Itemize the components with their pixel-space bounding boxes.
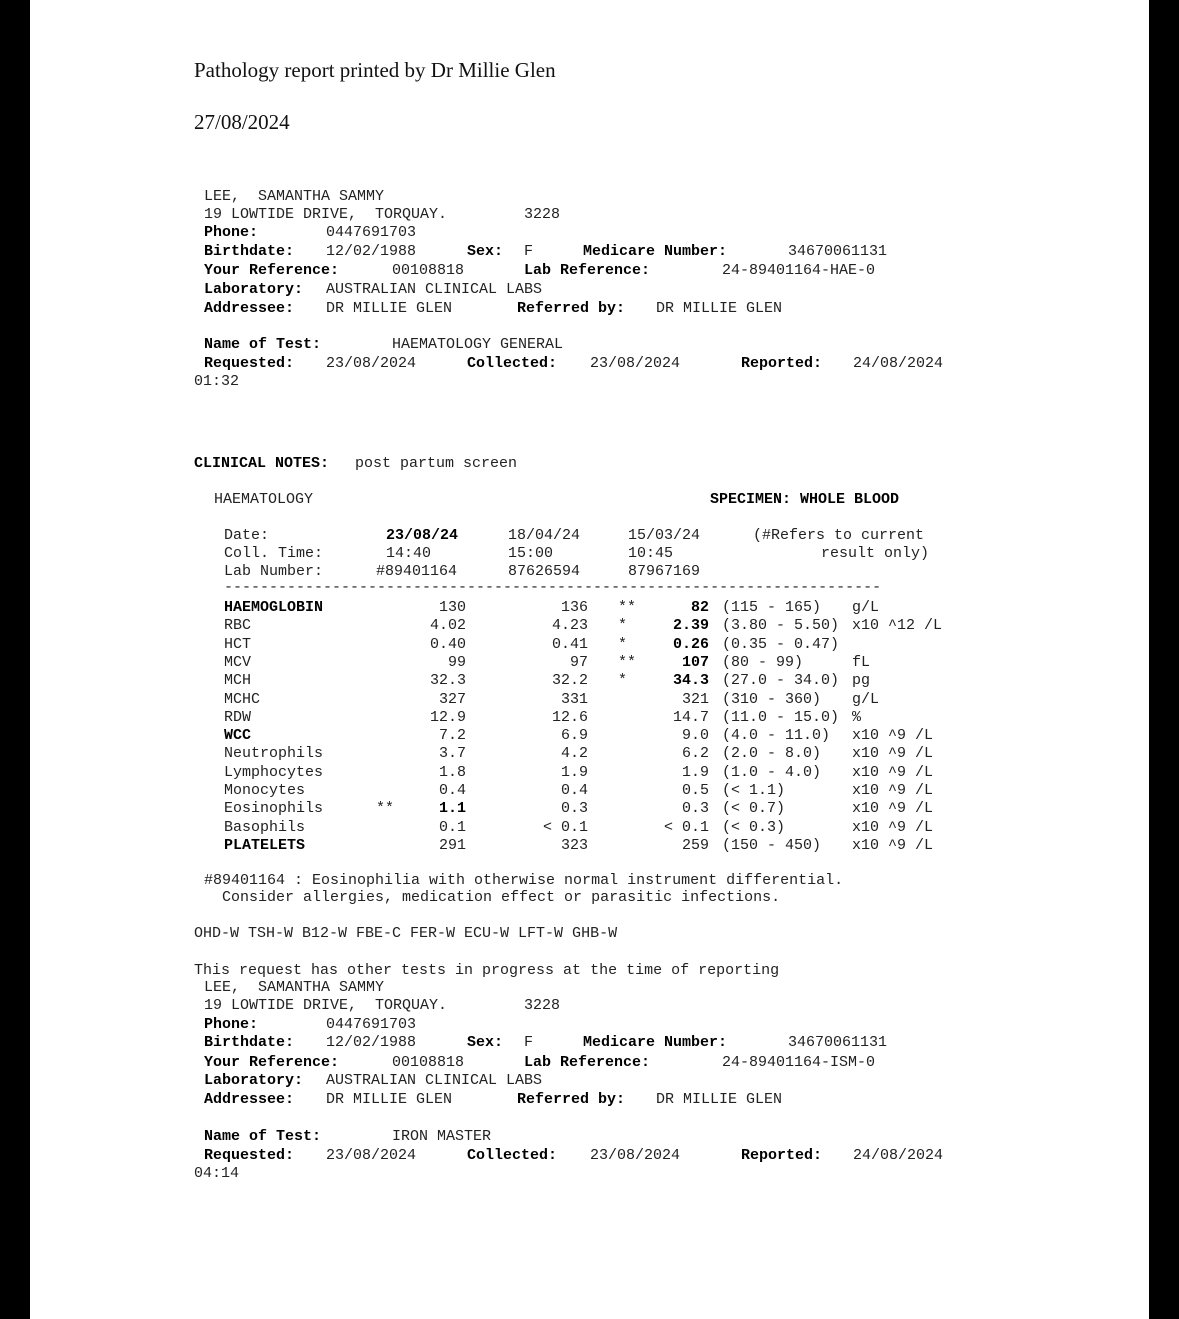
cell-range: (1.0 - 4.0) <box>722 764 822 781</box>
current-result-note-2: result only) <box>821 545 930 562</box>
phone-value: 0447691703 <box>326 224 417 241</box>
cell-v2: 136 <box>560 599 588 616</box>
cell-v3: 1.9 <box>681 764 709 781</box>
cell-flag3: * <box>618 636 628 653</box>
birthdate-label: Birthdate: <box>204 1034 295 1051</box>
collected-label: Collected: <box>467 1147 558 1164</box>
cell-flag3: * <box>618 617 628 634</box>
report-title: Pathology report printed by Dr Millie Glen <box>194 58 556 82</box>
cell-range: (150 - 450) <box>722 837 822 854</box>
cell-name: PLATELETS <box>224 837 306 854</box>
reported-label: Reported: <box>741 1147 823 1164</box>
phone-label: Phone: <box>204 224 259 241</box>
patient-address: 19 LOWTIDE DRIVE, TORQUAY. <box>204 997 448 1014</box>
cell-v1: 3.7 <box>438 745 466 762</box>
lab-reference-label: Lab Reference: <box>524 262 651 279</box>
phone-label: Phone: <box>204 1016 259 1033</box>
cell-range: (4.0 - 11.0) <box>722 727 831 744</box>
referred-by-value: DR MILLIE GLEN <box>656 1091 783 1108</box>
addressee-value: DR MILLIE GLEN <box>326 1091 453 1108</box>
cell-name: MCH <box>224 672 252 689</box>
cell-v1: 99 <box>447 654 466 671</box>
requested-label: Requested: <box>204 1147 295 1164</box>
current-result-note: (#Refers to current <box>753 527 925 544</box>
cell-range: (27.0 - 34.0) <box>722 672 840 689</box>
cell-name: Basophils <box>224 819 306 836</box>
column-date-current: 23/08/24 <box>386 527 459 544</box>
cell-unit: x10 ^9 /L <box>852 745 934 762</box>
reported-label: Reported: <box>741 355 823 372</box>
cell-unit: % <box>852 709 862 726</box>
cell-range: (80 - 99) <box>722 654 804 671</box>
cell-v2: 32.2 <box>551 672 588 689</box>
cell-range: (310 - 360) <box>722 691 822 708</box>
table-divider: ------------------------------------------------------------------------- <box>224 579 882 596</box>
cell-v2: 97 <box>569 654 588 671</box>
cell-v3: 321 <box>681 691 709 708</box>
cell-v1: 4.02 <box>429 617 466 634</box>
your-reference-label: Your Reference: <box>204 262 340 279</box>
medicare-label: Medicare Number: <box>583 1034 728 1051</box>
test-name-label: Name of Test: <box>204 336 322 353</box>
cell-v1: 130 <box>438 599 466 616</box>
laboratory-label: Laboratory: <box>204 1072 304 1089</box>
sex-label: Sex: <box>467 1034 504 1051</box>
cell-unit: g/L <box>852 599 880 616</box>
cell-v3: 0.26 <box>672 636 709 653</box>
birthdate-label: Birthdate: <box>204 243 295 260</box>
addressee-value: DR MILLIE GLEN <box>326 300 453 317</box>
medicare-value: 34670061131 <box>788 1034 888 1051</box>
cell-unit: g/L <box>852 691 880 708</box>
cell-range: (2.0 - 8.0) <box>722 745 822 762</box>
cell-v3: 0.5 <box>681 782 709 799</box>
column-date-prev1: 18/04/24 <box>508 527 581 544</box>
laboratory-value: AUSTRALIAN CLINICAL LABS <box>326 1072 543 1089</box>
cell-v2: 4.23 <box>551 617 588 634</box>
birthdate-value: 12/02/1988 <box>326 243 417 260</box>
cell-v1: 0.4 <box>438 782 466 799</box>
cell-name: RDW <box>224 709 252 726</box>
cell-v3: 107 <box>681 654 709 671</box>
cell-unit: x10 ^9 /L <box>852 764 934 781</box>
sex-label: Sex: <box>467 243 504 260</box>
cell-v3: 259 <box>681 837 709 854</box>
specimen-label: SPECIMEN: WHOLE BLOOD <box>710 491 900 508</box>
cell-name: MCHC <box>224 691 261 708</box>
cell-unit: pg <box>852 672 871 689</box>
cell-range: (< 0.7) <box>722 800 786 817</box>
sex-value: F <box>524 1034 534 1051</box>
test-name-value: HAEMATOLOGY GENERAL <box>392 336 564 353</box>
patient-postcode: 3228 <box>524 997 561 1014</box>
cell-name: MCV <box>224 654 252 671</box>
cell-v3: 82 <box>690 599 709 616</box>
cell-v3: 9.0 <box>681 727 709 744</box>
cell-range: (0.35 - 0.47) <box>722 636 840 653</box>
lab-number-row-label: Lab Number: <box>224 563 324 580</box>
print-date: 27/08/2024 <box>194 110 290 134</box>
cell-unit: x10 ^9 /L <box>852 800 934 817</box>
cell-v2: < 0.1 <box>542 819 588 836</box>
laboratory-label: Laboratory: <box>204 281 304 298</box>
cell-range: (11.0 - 15.0) <box>722 709 840 726</box>
collected-label: Collected: <box>467 355 558 372</box>
cell-v1: 0.40 <box>429 636 466 653</box>
phone-value: 0447691703 <box>326 1016 417 1033</box>
cell-v1: 327 <box>438 691 466 708</box>
column-time-prev2: 10:45 <box>628 545 674 562</box>
your-reference-label: Your Reference: <box>204 1054 340 1071</box>
column-time-current: 14:40 <box>386 545 432 562</box>
cell-v1: 32.3 <box>429 672 466 689</box>
lab-reference-value: 24-89401164-ISM-0 <box>722 1054 876 1071</box>
cell-range: (115 - 165) <box>722 599 822 616</box>
cell-range: (< 1.1) <box>722 782 786 799</box>
cell-flag1: ** <box>376 800 395 817</box>
cell-v2: 12.6 <box>551 709 588 726</box>
cell-v1: 7.2 <box>438 727 466 744</box>
result-comment-1: #89401164 : Eosinophilia with otherwise normal instrument differential. <box>204 872 844 889</box>
cell-v3: < 0.1 <box>663 819 709 836</box>
cell-v1: 0.1 <box>438 819 466 836</box>
referred-by-value: DR MILLIE GLEN <box>656 300 783 317</box>
cell-v1: 12.9 <box>429 709 466 726</box>
birthdate-value: 12/02/1988 <box>326 1034 417 1051</box>
addressee-label: Addressee: <box>204 300 295 317</box>
cell-v3: 34.3 <box>672 672 709 689</box>
cell-v3: 0.3 <box>681 800 709 817</box>
cell-flag3: ** <box>618 654 637 671</box>
cell-name: Lymphocytes <box>224 764 324 781</box>
patient-postcode: 3228 <box>524 206 561 223</box>
cell-v2: 323 <box>560 837 588 854</box>
your-reference-value: 00108818 <box>392 1054 465 1071</box>
clinical-notes-label: CLINICAL NOTES: <box>194 455 330 472</box>
column-lab-number-prev1: 87626594 <box>508 563 581 580</box>
test-codes: OHD-W TSH-W B12-W FBE-C FER-W ECU-W LFT-W GHB-W <box>194 925 618 942</box>
report-time: 04:14 <box>194 1165 240 1182</box>
test-name-label: Name of Test: <box>204 1128 322 1145</box>
lab-reference-label: Lab Reference: <box>524 1054 651 1071</box>
result-comment-2: Consider allergies, medication effect or parasitic infections. <box>204 889 781 906</box>
cell-name: Neutrophils <box>224 745 324 762</box>
in-progress-note: This request has other tests in progress at the time of reporting <box>194 962 780 979</box>
cell-range: (3.80 - 5.50) <box>722 617 840 634</box>
cell-name: WCC <box>224 727 252 744</box>
patient-name: LEE, SAMANTHA SAMMY <box>204 188 385 205</box>
your-reference-value: 00108818 <box>392 262 465 279</box>
cell-name: Eosinophils <box>224 800 324 817</box>
referred-by-label: Referred by: <box>517 1091 626 1108</box>
cell-unit: x10 ^12 /L <box>852 617 943 634</box>
column-lab-number-prev2: 87967169 <box>628 563 701 580</box>
laboratory-value: AUSTRALIAN CLINICAL LABS <box>326 281 543 298</box>
cell-v2: 0.4 <box>560 782 588 799</box>
cell-flag3: ** <box>618 599 637 616</box>
cell-v1: 291 <box>438 837 466 854</box>
time-row-label: Coll. Time: <box>224 545 324 562</box>
column-lab-number-current: #89401164 <box>376 563 458 580</box>
reported-value: 24/08/2024 <box>853 1147 944 1164</box>
medicare-value: 34670061131 <box>788 243 888 260</box>
medicare-label: Medicare Number: <box>583 243 728 260</box>
requested-label: Requested: <box>204 355 295 372</box>
patient-name: LEE, SAMANTHA SAMMY <box>204 979 385 996</box>
cell-v3: 2.39 <box>672 617 709 634</box>
cell-v2: 0.41 <box>551 636 588 653</box>
cell-flag3: * <box>618 672 628 689</box>
cell-unit: fL <box>852 654 871 671</box>
cell-name: Monocytes <box>224 782 306 799</box>
column-time-prev1: 15:00 <box>508 545 554 562</box>
cell-v3: 14.7 <box>672 709 709 726</box>
lab-reference-value: 24-89401164-HAE-0 <box>722 262 876 279</box>
requested-value: 23/08/2024 <box>326 1147 417 1164</box>
section-label: HAEMATOLOGY <box>214 491 314 508</box>
clinical-notes-value: post partum screen <box>355 455 518 472</box>
date-row-label: Date: <box>224 527 270 544</box>
cell-v2: 1.9 <box>560 764 588 781</box>
cell-v3: 6.2 <box>681 745 709 762</box>
patient-address: 19 LOWTIDE DRIVE, TORQUAY. <box>204 206 448 223</box>
cell-unit: x10 ^9 /L <box>852 727 934 744</box>
cell-name: RBC <box>224 617 252 634</box>
collected-value: 23/08/2024 <box>590 355 681 372</box>
reported-value: 24/08/2024 <box>853 355 944 372</box>
cell-v2: 6.9 <box>560 727 588 744</box>
report-page <box>30 0 1149 1319</box>
collected-value: 23/08/2024 <box>590 1147 681 1164</box>
column-date-prev2: 15/03/24 <box>628 527 701 544</box>
cell-v2: 4.2 <box>560 745 588 762</box>
addressee-label: Addressee: <box>204 1091 295 1108</box>
cell-name: HCT <box>224 636 252 653</box>
cell-v2: 0.3 <box>560 800 588 817</box>
test-name-value: IRON MASTER <box>392 1128 492 1145</box>
requested-value: 23/08/2024 <box>326 355 417 372</box>
cell-unit: x10 ^9 /L <box>852 819 934 836</box>
cell-unit: x10 ^9 /L <box>852 837 934 854</box>
referred-by-label: Referred by: <box>517 300 626 317</box>
report-time: 01:32 <box>194 373 240 390</box>
sex-value: F <box>524 243 534 260</box>
cell-v1: 1.8 <box>438 764 466 781</box>
cell-v2: 331 <box>560 691 588 708</box>
cell-unit: x10 ^9 /L <box>852 782 934 799</box>
cell-v1: 1.1 <box>438 800 466 817</box>
cell-name: HAEMOGLOBIN <box>224 599 324 616</box>
cell-range: (< 0.3) <box>722 819 786 836</box>
